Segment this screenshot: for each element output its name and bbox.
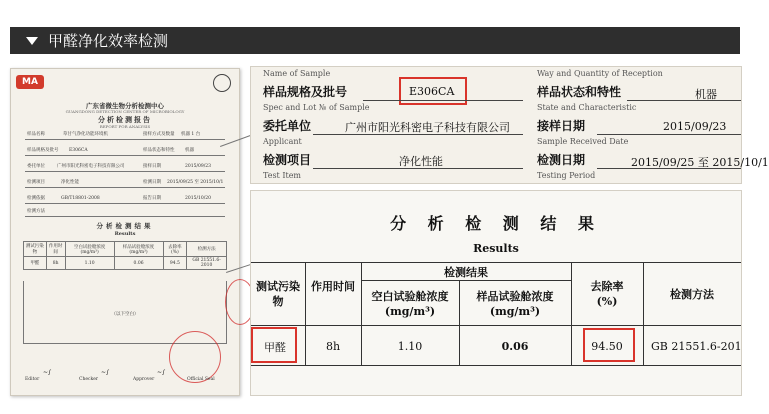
thumb-td: 8h — [46, 257, 65, 270]
thumb-value: E306CA — [69, 148, 88, 153]
header-results-group: 检测结果 — [444, 266, 488, 279]
cma-logo: MA — [16, 75, 44, 89]
field-en-label: Test Item — [263, 171, 302, 180]
signature-icon: ~∫ — [43, 369, 52, 376]
highlight-box — [583, 328, 635, 362]
header-blank-conc: 空白试验舱浓度 — [371, 290, 449, 303]
official-seal-icon — [169, 331, 221, 383]
thumb-label: 检测日期 — [143, 180, 161, 185]
underline — [313, 134, 523, 135]
thumb-value: 净化性能 — [61, 180, 79, 185]
header-blank-unit: (mg/m³) — [384, 305, 436, 318]
thumb-value: 机器 1 台 — [181, 132, 201, 137]
header-sample-conc: 样品试验舱浓度 — [476, 290, 554, 303]
field-value: 机器 — [695, 88, 717, 101]
thumb-label: 检测依据 — [27, 196, 45, 201]
section-title: 甲醛净化效率检测 — [48, 32, 169, 50]
underline — [363, 100, 523, 101]
field-cn-label: 检测项目 — [263, 153, 312, 167]
thumb-label: 委托单位 — [27, 164, 45, 169]
thumb-label: 接样日期 — [143, 164, 161, 169]
thumb-td: 94.5 — [163, 257, 187, 270]
results-panel — [250, 190, 742, 396]
field-cn-label: 检测日期 — [537, 153, 586, 167]
field-cn-label: 委托单位 — [263, 119, 312, 133]
field-en-label: Testing Period — [537, 171, 596, 180]
results-title: 分 析 检 测 结 果 — [390, 214, 602, 233]
thumb-td: 1.10 — [65, 257, 114, 270]
divider — [25, 155, 225, 156]
section-header — [10, 27, 740, 54]
field-value: 2015/09/25 至 2015/10/1 — [631, 156, 769, 169]
field-en-label: Way and Quantity of Reception — [537, 69, 663, 78]
header-time: 作用时间 — [311, 280, 355, 293]
underline — [597, 134, 741, 135]
thumb-td: 甲醛 — [24, 257, 47, 270]
field-value: 广州市阳光科密电子科技有限公司 — [345, 121, 510, 134]
header-removal-rate: 去除率 (%) — [590, 280, 624, 308]
thumb-label: 报告日期 — [143, 196, 161, 201]
field-value: 净化性能 — [399, 155, 443, 168]
thumb-footer: Editor — [25, 377, 40, 382]
thumb-label: 检测方法 — [27, 209, 45, 214]
table-line — [251, 365, 741, 366]
results-subtitle: Results — [473, 242, 519, 255]
field-value: 2015/09/23 — [663, 120, 727, 133]
header-sample-unit: (mg/m³) — [489, 305, 541, 318]
divider — [25, 139, 225, 140]
thumb-label: 样品状态和特性 — [143, 148, 175, 153]
removal-rate-value: 94.50 — [591, 340, 623, 353]
thumb-th: 作用时间 — [46, 242, 65, 257]
thumb-value: 2015/09/25 至 2015/10/1 — [167, 180, 224, 185]
thumb-label: 检测项目 — [27, 180, 45, 185]
underline — [627, 100, 741, 101]
pollutant-value: 甲醛 — [264, 341, 286, 354]
header-method: 检测方法 — [670, 288, 714, 301]
field-cn-label: 接样日期 — [537, 119, 586, 133]
divider — [25, 171, 225, 172]
center-name: 广东省微生物分析检测中心 — [86, 102, 164, 110]
thumb-value: 2015/10/20 — [185, 196, 211, 201]
thumb-empty-note: （以下空白） — [111, 312, 139, 317]
field-en-label: State and Characteristic — [537, 103, 637, 112]
sample-info-panel — [250, 66, 769, 184]
field-en-label: Sample Received Date — [537, 137, 629, 146]
thumb-label: 样品名称 — [27, 132, 45, 137]
table-line — [361, 280, 571, 281]
underline — [313, 168, 523, 169]
signature-icon: ~∫ — [157, 369, 166, 376]
report-title: 分析检测报告 — [98, 115, 152, 124]
signature-icon: ~∫ — [101, 369, 110, 376]
thumb-td: GB 21551.6-2010 — [187, 257, 227, 270]
thumb-section-subtitle: Results — [114, 231, 136, 237]
divider — [25, 187, 225, 188]
table-line — [643, 262, 644, 365]
blank-conc-value: 1.10 — [397, 340, 423, 353]
thumb-results-table — [23, 241, 227, 270]
certification-logo-icon — [213, 74, 231, 92]
thumb-label: 样品规格及批号 — [27, 148, 59, 153]
field-en-label: Spec and Lot № of Sample — [263, 103, 370, 112]
method-value: GB 21551.6-201 — [651, 340, 742, 353]
thumb-td: 0.06 — [114, 257, 163, 270]
highlight-box — [251, 327, 297, 363]
thumb-value: 2015/09/23 — [185, 164, 211, 169]
thumb-th: 去除率 (%) — [163, 242, 187, 257]
underline — [597, 168, 741, 169]
sample-spec-value: E306CA — [409, 85, 455, 98]
report-thumbnail[interactable] — [10, 68, 240, 396]
thumb-th: 样品试验舱浓度 (mg/m³) — [114, 242, 163, 257]
thumb-value: GB/T18801-2008 — [61, 196, 100, 201]
thumb-label: 接样方式及数量 — [143, 132, 175, 137]
sample-conc-value: 0.06 — [501, 340, 529, 353]
report-title-en: REPORT FOR ANALYSIS — [99, 124, 151, 129]
header-pollutant: 测试污染物 — [256, 280, 300, 308]
triangle-down-icon — [26, 37, 38, 45]
thumb-th: 测试污染物 — [24, 242, 47, 257]
thumb-th: 空白试验舱浓度 (mg/m³) — [65, 242, 114, 257]
divider — [25, 216, 225, 217]
field-cn-label: 样品状态和特性 — [537, 85, 622, 99]
center-name-en: GUANGDONG DETECTION CENTER OF MICROBIOLOGY — [65, 109, 185, 114]
table-line — [251, 262, 741, 263]
time-value: 8h — [325, 340, 341, 353]
thumb-footer: Checker — [79, 377, 99, 382]
thumb-footer: Approver — [133, 377, 155, 382]
table-line — [251, 325, 741, 326]
divider — [25, 203, 225, 204]
field-cn-label: 样品规格及批号 — [263, 85, 348, 99]
thumb-section-title: 分析检测结果 — [96, 222, 154, 230]
field-en-label: Applicant — [263, 137, 302, 146]
thumb-th: 检测方法 — [187, 242, 227, 257]
thumb-footer: Official Seal — [187, 377, 215, 382]
thumb-value: 广州市阳光科密电子科技有限公司 — [57, 164, 125, 169]
thumb-value: 机器 — [185, 148, 194, 153]
thumb-value: 草甘气净化功能环境机 — [63, 132, 108, 137]
field-en-label: Name of Sample — [263, 69, 331, 78]
